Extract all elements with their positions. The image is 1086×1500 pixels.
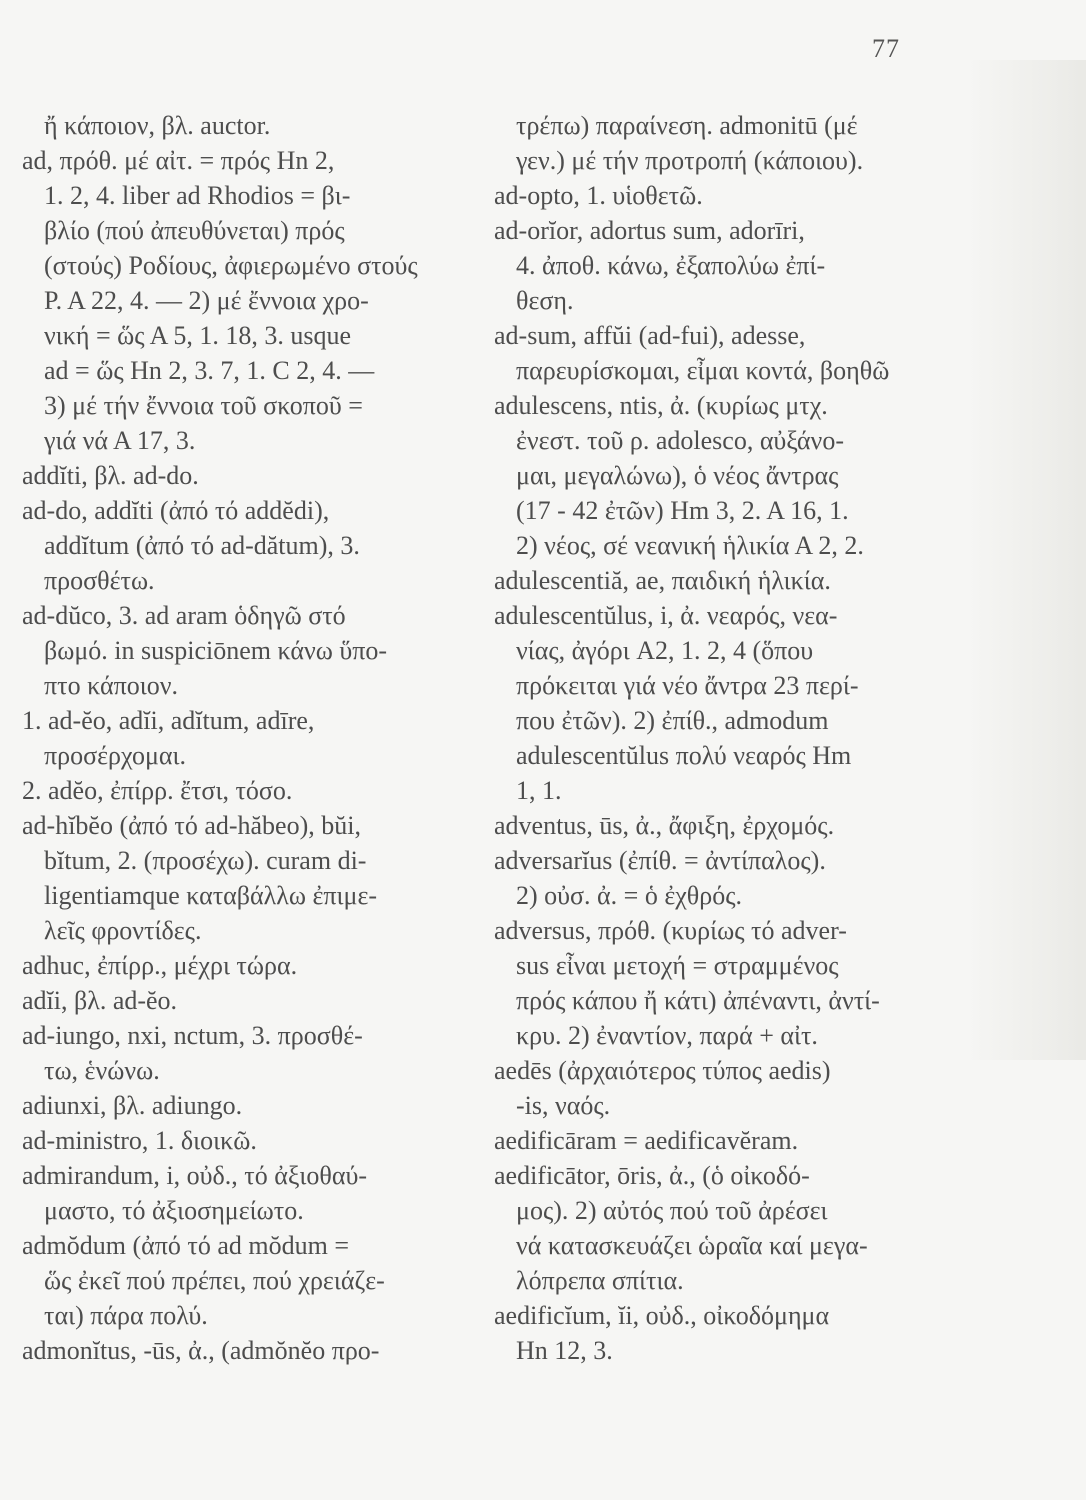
dictionary-line: adventus, ūs, ἀ., ἄφιξη, ἐρχομός.	[494, 811, 835, 840]
dictionary-line: Hn 12, 3.	[516, 1336, 613, 1365]
dictionary-line: ligentiamque καταβάλλω ἐπιμε-	[44, 881, 378, 910]
dictionary-line: ad-ministro, 1. διοικῶ.	[22, 1126, 257, 1155]
dictionary-line: νική = ὥς Α 5, 1. 18, 3. usque	[44, 321, 352, 350]
dictionary-line: ad-orĭor, adortus sum, adorīri,	[494, 216, 805, 245]
dictionary-line: 3) μέ τήν ἔννοια τοῦ σκοποῦ =	[44, 391, 363, 420]
dictionary-line: λόπρεπα σπίτια.	[516, 1266, 684, 1295]
dictionary-line: ἤ κάποιον, βλ. auctor.	[44, 111, 271, 140]
dictionary-line: πτο κάποιον.	[44, 671, 178, 700]
dictionary-line: ad-hĭbĕo (ἀπό τό ad-hăbeo), bŭi,	[22, 811, 361, 840]
dictionary-line: adulescentŭlus πολύ νεαρός Hm	[516, 741, 852, 770]
dictionary-line: (17 - 42 ἐτῶν) Hm 3, 2. A 16, 1.	[516, 496, 849, 525]
dictionary-line: adiunxi, βλ. adiungo.	[22, 1091, 243, 1120]
dictionary-line: κρυ. 2) ἐναντίον, παρά + αἰτ.	[516, 1021, 818, 1050]
dictionary-line: τω, ἑνώνω.	[44, 1056, 160, 1085]
dictionary-line: προσέρχομαι.	[44, 741, 187, 770]
dictionary-line: admonĭtus, -ūs, ἀ., (admŏnĕo προ-	[22, 1336, 380, 1365]
dictionary-line: Ρ. Α 22, 4. — 2) μέ ἔννοια χρο-	[44, 286, 369, 315]
dictionary-line: adulescentŭlus, i, ἀ. νεαρός, νεα-	[494, 601, 838, 630]
dictionary-line: 4. ἀποθ. κάνω, ἐξαπολύω ἐπί-	[516, 251, 826, 280]
dictionary-line: (στούς) Ροδίους, ἀφιερωμένο στούς	[44, 251, 418, 280]
dictionary-line: adulescentiă, ae, παιδική ἡλικία.	[494, 566, 831, 595]
dictionary-line: adhuc, ἐπίρρ., μέχρι τώρα.	[22, 951, 298, 980]
dictionary-line: aedificātor, ōris, ἀ., (ὁ οἰκοδό-	[494, 1161, 810, 1190]
dictionary-line: aedificĭum, ĭi, οὐδ., οἰκοδόμημα	[494, 1301, 830, 1330]
dictionary-line: που ἐτῶν). 2) ἐπίθ., admodum	[516, 706, 829, 735]
dictionary-line: addĭti, βλ. ad-do.	[22, 461, 199, 490]
dictionary-line: ad-opto, 1. υἱοθετῶ.	[494, 181, 703, 210]
dictionary-line: ἐνεστ. τοῦ ρ. adolesco, αὐξάνο-	[516, 426, 844, 455]
dictionary-line: -is, ναός.	[516, 1091, 611, 1120]
dictionary-line: νίας, ἀγόρι A2, 1. 2, 4 (ὅπου	[516, 636, 814, 665]
dictionary-line: θεση.	[516, 286, 574, 315]
dictionary-line: admirandum, i, οὐδ., τό ἀξιοθαύ-	[22, 1161, 368, 1190]
left-column	[22, 108, 460, 1368]
dictionary-line: ad-iungo, nxi, nctum, 3. προσθέ-	[22, 1021, 363, 1050]
dictionary-line: aedificāram = aedificavĕram.	[494, 1126, 799, 1155]
dictionary-line: ad = ὥς Hn 2, 3. 7, 1. C 2, 4. —	[44, 356, 375, 385]
right-column	[494, 108, 944, 1368]
dictionary-line: γιά νά Α 17, 3.	[44, 426, 196, 455]
page-edge-shadow	[966, 60, 1086, 1060]
dictionary-line: πρόκειται γιά νέο ἄντρα 23 περί-	[516, 671, 859, 700]
dictionary-line: βλίο (πού ἀπευθύνεται) πρός	[44, 216, 345, 245]
dictionary-line: ad-dŭco, 3. ad aram ὁδηγῶ στό	[22, 601, 346, 630]
dictionary-line: 2) οὐσ. ἀ. = ὁ ἐχθρός.	[516, 881, 743, 910]
dictionary-line: adĭi, βλ. ad-ĕo.	[22, 986, 178, 1015]
dictionary-line: λεῖς φροντίδες.	[44, 916, 202, 945]
dictionary-line: μος). 2) αὐτός πού τοῦ ἀρέσει	[516, 1196, 828, 1225]
dictionary-line: aedēs (ἀρχαιότερος τύπος aedis)	[494, 1056, 831, 1085]
dictionary-line: γεν.) μέ τήν προτροπή (κάποιου).	[516, 146, 864, 175]
page-number: 77	[872, 34, 900, 63]
dictionary-line: 1. ad-ĕo, adĭi, adĭtum, adīre,	[22, 706, 315, 735]
dictionary-line: προσθέτω.	[44, 566, 155, 595]
dictionary-line: τρέπω) παραίνεση. admonitū (μέ	[516, 111, 858, 140]
dictionary-line: βωμό. in suspiciōnem κάνω ὕπο-	[44, 636, 388, 665]
dictionary-line: 2) νέος, σέ νεανική ἡλικία Α 2, 2.	[516, 531, 864, 560]
dictionary-line: adulescens, ntis, ἀ. (κυρίως μτχ.	[494, 391, 828, 420]
dictionary-line: adversarĭus (ἐπίθ. = ἀντίπαλος).	[494, 846, 826, 875]
dictionary-line: μαστο, τό ἀξιοσημείωτο.	[44, 1196, 304, 1225]
dictionary-line: 2. adĕo, ἐπίρρ. ἔτσι, τόσο.	[22, 776, 293, 805]
dictionary-line: bĭtum, 2. (προσέχω). curam di-	[44, 846, 367, 875]
dictionary-line: ὥς ἐκεῖ πού πρέπει, πού χρειάζε-	[44, 1266, 385, 1295]
dictionary-line: ad-sum, affŭi (ad-fui), adesse,	[494, 321, 806, 350]
dictionary-line: μαι, μεγαλώνω), ὁ νέος ἄντρας	[516, 461, 839, 490]
dictionary-line: 1, 1.	[516, 776, 562, 805]
dictionary-line: ad-do, addĭti (ἀπό τό addĕdi),	[22, 496, 330, 525]
dictionary-line: ad, πρόθ. μέ αἰτ. = πρός Hn 2,	[22, 146, 335, 175]
dictionary-line: sus εἶναι μετοχή = στραμμένος	[516, 951, 839, 980]
dictionary-line: παρευρίσκομαι, εἶμαι κοντά, βοηθῶ	[516, 356, 890, 385]
dictionary-line: 1. 2, 4. liber ad Rhodios = βι-	[44, 181, 351, 210]
dictionary-line: νά κατασκευάζει ὡραῖα καί μεγα-	[516, 1231, 868, 1260]
dictionary-line: admŏdum (ἀπό τό ad mŏdum =	[22, 1231, 349, 1260]
dictionary-line: πρός κάπου ἤ κάτι) ἀπέναντι, ἀντί-	[516, 986, 880, 1015]
dictionary-line: ται) πάρα πολύ.	[44, 1301, 208, 1330]
dictionary-line: adversus, πρόθ. (κυρίως τό adver-	[494, 916, 847, 945]
dictionary-line: addĭtum (ἀπό τό ad-dătum), 3.	[44, 531, 360, 560]
